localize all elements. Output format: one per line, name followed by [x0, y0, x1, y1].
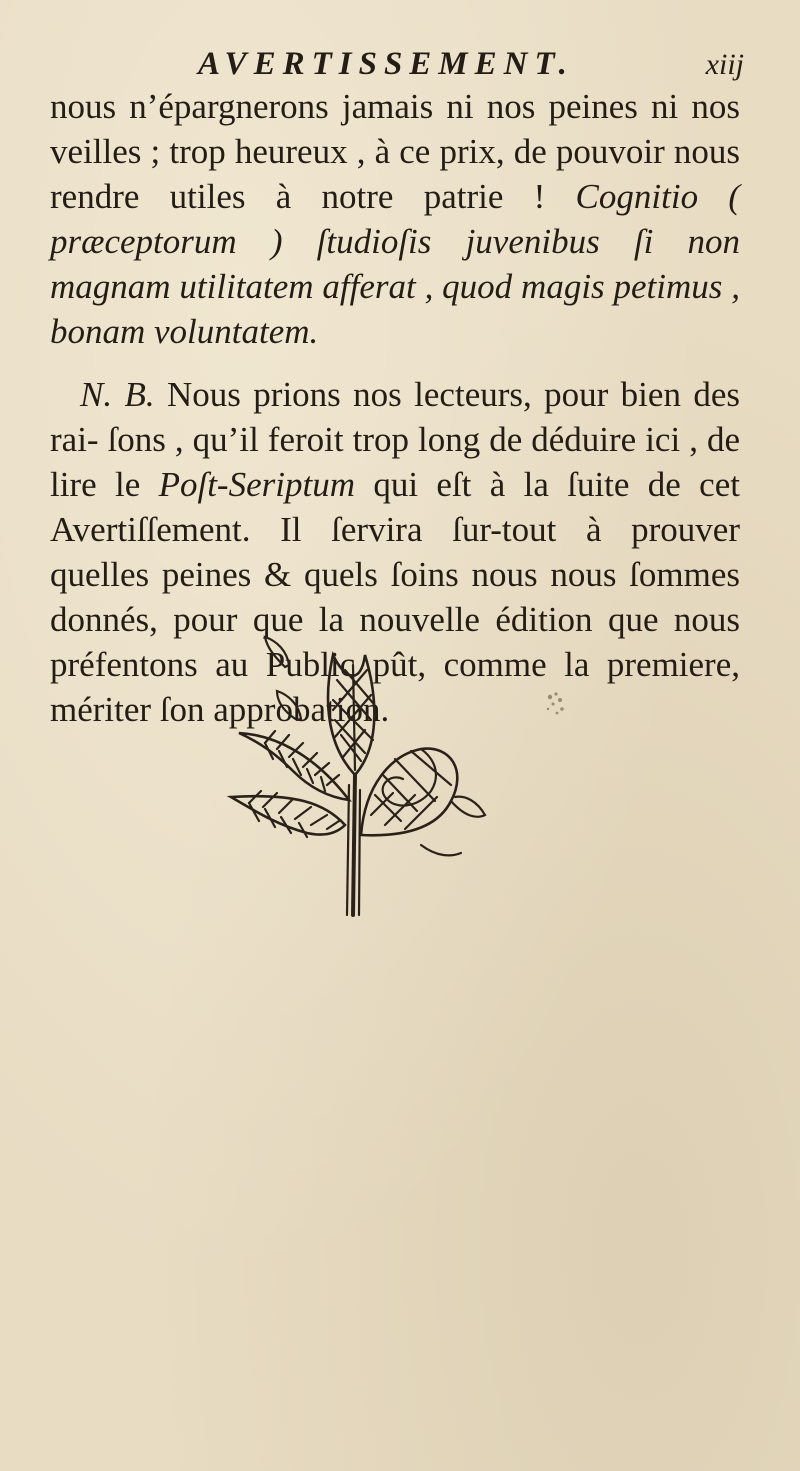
paragraph-2-line-3-italic: Poſt-Seriptum — [158, 465, 374, 504]
running-head — [50, 42, 750, 86]
paragraph-1-line-3-plain: utiles à notre patrie ! — [169, 177, 576, 216]
paragraph-1-line-2: trop heureux , à ce prix, de pouvoir nous rendre — [50, 132, 740, 216]
paragraph-2-line-6: édition que nous préfentons au Public pût, comme la — [50, 600, 740, 684]
paragraph-2-line-5: ſoins nous nous ſommes donnés, pour que la nouvelle — [50, 555, 741, 639]
floral-sprig-icon — [215, 625, 525, 925]
ink-blot-icon — [540, 685, 572, 721]
paragraph-2-line-3-plain: qui eſt à la ſuite de cet Avertiſſement. — [50, 465, 740, 549]
paragraph-1-line-3-italic: Cognitio ( præceptorum ) ſtudioſis — [50, 177, 740, 261]
paragraph-1-line-4: juvenibus ſi non magnam utilitatem afferat , quod magis — [50, 222, 740, 306]
page-number: xiij — [705, 48, 744, 81]
nota-bene-label: N. B. — [80, 375, 167, 414]
paragraph-2-line-4: Il ſervira ſur-tout à prouver quelles peines & quels — [50, 510, 740, 594]
paragraph-latin-motto — [50, 84, 740, 354]
paragraph-1-line-5: petimus , bonam voluntatem. — [50, 267, 740, 351]
paragraph-2-line-2: ſons , qu’il feroit trop long de déduire ici , de lire le — [50, 420, 740, 504]
paragraph-2-line-7: premiere, mériter ſon approbation. — [50, 645, 740, 729]
paragraph-2-line-1: Nous prions nos lecteurs, pour bien des rai- — [50, 375, 740, 459]
page-title: AVERTISSEMENT. — [198, 46, 574, 82]
paragraph-1-line-1: nous n’épargnerons jamais ni nos peines ni nos veilles ; — [50, 87, 740, 171]
